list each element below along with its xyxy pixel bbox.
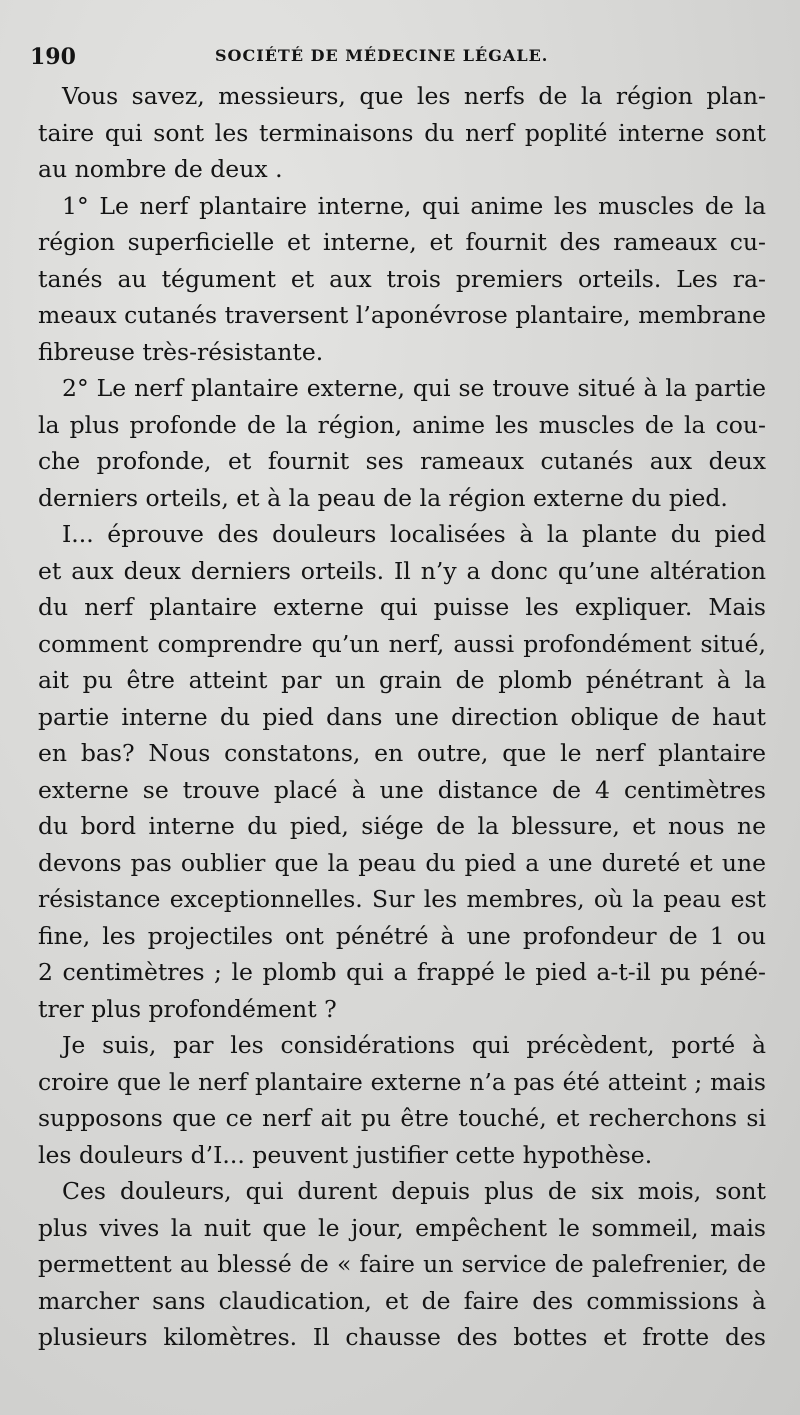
text-line: derniers orteils, et à la peau de la région externe du pied. — [38, 483, 728, 512]
page-header — [30, 44, 760, 74]
text-line: les douleurs d’I... peuvent justifier cette hypothèse. — [38, 1140, 653, 1169]
text-line: la plus profonde de la région, anime les muscles de la cou- — [38, 410, 766, 439]
text-line: et aux deux derniers orteils. Il n’y a donc qu’une altération — [38, 556, 766, 585]
text-line: I... éprouve des douleurs localisées à la plante du pied — [62, 520, 766, 548]
text-line: 2 centimètres ; le plomb qui a frappé le pied a-t-il pu péné- — [38, 958, 766, 986]
text-line: plusieurs kilomètres. Il chausse des bottes et frotte des — [38, 1323, 766, 1351]
text-line: comment comprendre qu’un nerf, aussi profondément situé, — [38, 629, 766, 658]
text-line: 2° Le nerf plantaire externe, qui se trouve situé à la partie — [62, 374, 766, 402]
text-line: ait pu être atteint par un grain de plomb pénétrant à la — [38, 666, 766, 694]
text-line: devons pas oublier que la peau du pied a une dureté et une — [38, 848, 766, 877]
text-line: fine, les projectiles ont pénétré à une profondeur de 1 ou — [38, 921, 766, 950]
text-line: croire que le nerf plantaire externe n’a pas été atteint ; mais — [38, 1067, 766, 1096]
text-line: meaux cutanés traversent l’aponévrose plantaire, membrane — [38, 301, 766, 329]
text-line: tanés au tégument et aux trois premiers orteils. Les ra- — [38, 264, 766, 293]
text-line: externe se trouve placé à une distance de 4 centimètres — [38, 775, 766, 804]
text-line: partie interne du pied dans une direction oblique de haut — [38, 702, 766, 731]
text-line: 1° Le nerf plantaire interne, qui anime les muscles de la — [62, 191, 766, 220]
text-line: Je suis, par les considérations qui précèdent, porté à — [62, 1031, 766, 1059]
text-line: marcher sans claudication, et de faire des commissions à — [38, 1286, 766, 1315]
text-line: permettent au blessé de « faire un service de palefrenier, de — [38, 1250, 766, 1278]
page-number: 190 — [30, 44, 76, 70]
text-line: che profonde, et fournit ses rameaux cutanés aux deux — [38, 447, 766, 475]
text-line: taire qui sont les terminaisons du nerf poplité interne sont — [38, 118, 766, 147]
text-line: région superficielle et interne, et fournit des rameaux cu- — [38, 228, 766, 256]
text-line: au nombre de deux . — [38, 155, 283, 183]
text-line: résistance exceptionnelles. Sur les membres, où la peau est — [38, 885, 766, 913]
text-line: plus vives la nuit que le jour, empêchent le sommeil, mais — [38, 1213, 766, 1242]
running-title: SOCIÉTÉ DE MÉDECINE LÉGALE. — [215, 46, 549, 65]
text-line: du nerf plantaire externe qui puisse les expliquer. Mais — [38, 593, 766, 621]
text-line: trer plus profondément ? — [38, 994, 337, 1023]
text-line: Ces douleurs, qui durent depuis plus de six mois, sont — [62, 1177, 766, 1205]
text-line: Vous savez, messieurs, que les nerfs de la région plan- — [62, 82, 766, 110]
text-line: du bord interne du pied, siége de la blessure, et nous ne — [38, 812, 766, 840]
text-line: en bas? Nous constatons, en outre, que le nerf plantaire — [38, 739, 766, 767]
text-line: fibreuse très-résistante. — [38, 337, 324, 366]
text-line: supposons que ce nerf ait pu être touché, et recherchons si — [38, 1104, 766, 1132]
body-text — [38, 78, 766, 1356]
